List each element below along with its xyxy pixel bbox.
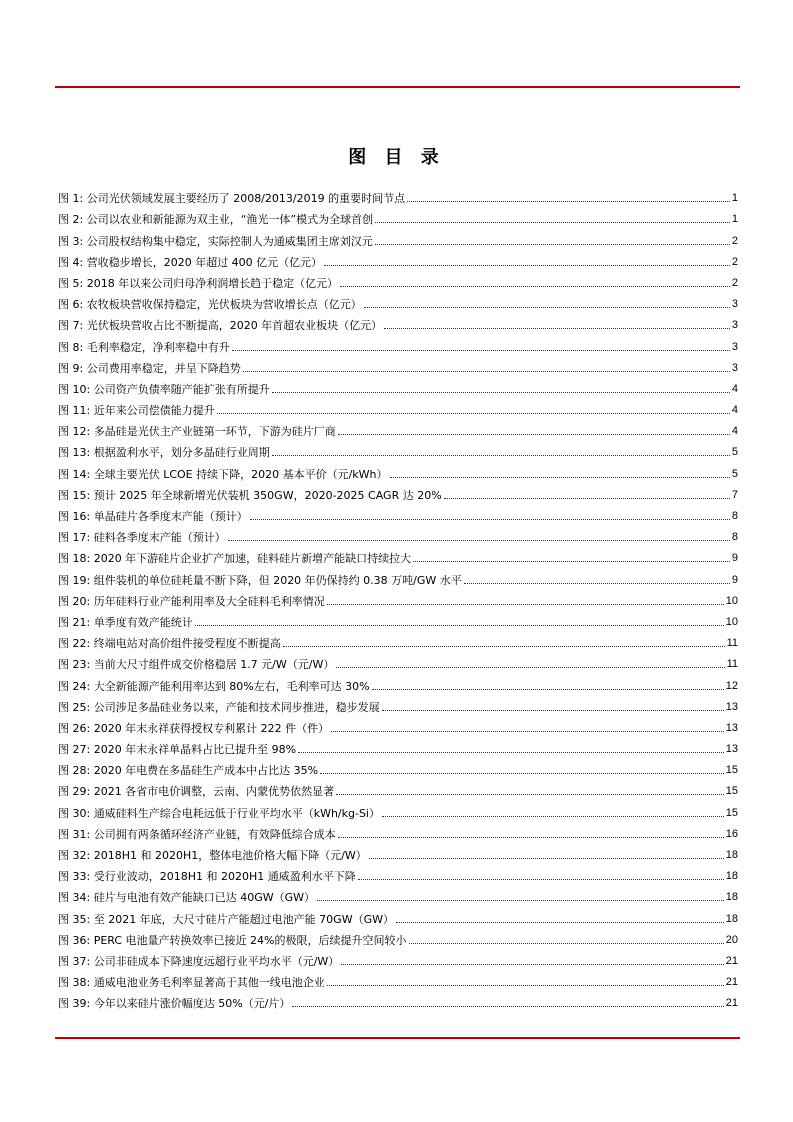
toc-entry-page: 11 — [726, 658, 738, 671]
toc-entry-page: 9 — [731, 573, 738, 586]
dot-leader — [327, 985, 724, 986]
toc-entry[interactable] — [58, 502, 738, 523]
toc-entry[interactable] — [58, 968, 738, 989]
toc-entry-page: 3 — [731, 298, 738, 311]
toc-entry-page: 1 — [731, 192, 738, 205]
dot-leader — [364, 307, 730, 308]
toc-entry[interactable] — [58, 587, 738, 608]
toc-entry[interactable] — [58, 481, 738, 502]
dot-leader — [298, 752, 724, 753]
toc-entry[interactable] — [58, 608, 738, 629]
toc-entry[interactable] — [58, 862, 738, 883]
toc-entry-label: 图 8: 毛利率稳定，净利率稳中有升 — [58, 340, 230, 354]
dot-leader — [358, 879, 724, 880]
toc-entry-page: 13 — [725, 700, 738, 713]
toc-entry[interactable] — [58, 650, 738, 671]
toc-entry[interactable] — [58, 926, 738, 947]
toc-entry-page: 12 — [725, 679, 738, 692]
toc-entry-page: 18 — [725, 870, 738, 883]
toc-entry[interactable] — [58, 417, 738, 438]
dot-leader — [327, 604, 724, 605]
toc-entry-label: 图 17: 硅料各季度末产能（预计） — [58, 531, 226, 545]
dot-leader — [243, 371, 730, 372]
footer-rule — [55, 1037, 740, 1039]
toc-entry[interactable] — [58, 438, 738, 459]
dot-leader — [338, 837, 724, 838]
toc-entry[interactable] — [58, 523, 738, 544]
dot-leader — [232, 350, 730, 351]
toc-entry-label: 图 38: 通威电池业务毛利率显著高于其他一线电池企业 — [58, 976, 325, 990]
toc-entry-label: 图 14: 全球主要光伏 LCOE 持续下降，2020 基本平价（元/kWh） — [58, 467, 388, 481]
dot-leader — [375, 222, 730, 223]
toc-entry[interactable] — [58, 396, 738, 417]
toc-entry-page: 3 — [731, 319, 738, 332]
toc-entry-page: 4 — [731, 404, 738, 417]
toc-entry-page: 5 — [731, 446, 738, 459]
toc-entry[interactable] — [58, 989, 738, 1010]
toc-entry-page: 3 — [731, 361, 738, 374]
toc-entry[interactable] — [58, 735, 738, 756]
toc-entry[interactable] — [58, 565, 738, 586]
toc-entry-label: 图 27: 2020 年末永祥单晶料占比已提升至 98% — [58, 743, 297, 757]
toc-entry-page: 8 — [731, 510, 738, 522]
toc-entry-page: 2 — [731, 276, 738, 289]
toc-entry[interactable] — [58, 693, 738, 714]
toc-entry-label: 图 29: 2021 各省市电价调整，云南、内蒙优势依然显著 — [58, 785, 335, 799]
toc-entry[interactable] — [58, 375, 738, 396]
toc-entry-page: 5 — [731, 467, 738, 480]
toc-entry-page: 13 — [725, 721, 738, 734]
toc-entry[interactable] — [58, 671, 738, 692]
toc-entry-page: 18 — [725, 912, 738, 925]
toc-entry-page: 8 — [731, 531, 738, 544]
toc-entry-label: 图 16: 单晶硅片各季度末产能（预计） — [58, 510, 248, 523]
toc-entry-label: 图 21: 单季度有效产能统计 — [58, 615, 193, 629]
dot-leader — [464, 583, 730, 584]
toc-entry-page: 15 — [725, 764, 738, 777]
toc-entry-label: 图 26: 2020 年末永祥获得授权专利累计 222 件（件） — [58, 721, 330, 735]
dot-leader — [340, 286, 730, 287]
dot-leader — [369, 858, 724, 859]
toc-entry-page: 9 — [731, 552, 738, 565]
toc-entry-page: 10 — [725, 594, 738, 607]
dot-leader — [444, 498, 730, 499]
toc-entry-label: 图 2: 公司以农业和新能源为双主业，“渔光一体”模式为全球首创 — [58, 213, 374, 227]
toc-entry[interactable] — [58, 354, 738, 375]
toc-entry[interactable] — [58, 332, 738, 353]
toc-entry-label: 图 3: 公司股权结构集中稳定，实际控制人为通威集团主席刘汉元 — [58, 234, 373, 248]
dot-leader — [324, 265, 730, 266]
toc-entry-label: 图 5: 2018 年以来公司归母净利润增长趋于稳定（亿元） — [58, 276, 339, 290]
toc-entry-page: 4 — [731, 425, 738, 438]
toc-entry-label: 图 10: 公司资产负债率随产能扩张有所提升 — [58, 382, 270, 396]
toc-entry-page: 7 — [731, 488, 738, 501]
toc-entry[interactable] — [58, 820, 738, 841]
toc-entry-label: 图 30: 通威硅料生产综合电耗远低于行业平均水平（kWh/kg-Si） — [58, 806, 380, 820]
toc-entry-page: 1 — [731, 213, 738, 226]
toc-entry-label: 图 19: 组件装机的单位硅耗量不断下降，但 2020 年仍保持约 0.38 万吨/GW 水平 — [58, 573, 462, 587]
toc-entry[interactable] — [58, 883, 738, 904]
toc-entry[interactable] — [58, 947, 738, 968]
dot-leader — [407, 201, 730, 202]
dot-leader — [336, 794, 724, 795]
toc-entry-page: 20 — [725, 933, 738, 946]
toc-entry-page: 15 — [725, 806, 738, 819]
toc-entry-label: 图 12: 多晶硅是光伏主产业链第一环节，下游为硅片厂商 — [58, 425, 336, 439]
toc-entry-page: 10 — [725, 615, 738, 628]
toc-entry-label: 图 36: PERC 电池量产转换效率已接近 24%的极限，后续提升空间较小 — [58, 933, 407, 947]
dot-leader — [317, 900, 724, 901]
toc-entry-label: 图 18: 2020 年下游硅片企业扩产加速，硅料硅片新增产能缺口持续拉大 — [58, 552, 412, 566]
dot-leader — [320, 773, 724, 774]
dot-leader — [413, 561, 730, 562]
toc-entry-page: 18 — [725, 891, 738, 904]
toc-entry-label: 图 25: 公司涉足多晶硅业务以来，产能和技术同步推进，稳步发展 — [58, 700, 380, 714]
toc-entry-label: 图 24: 大全新能源产能利用率达到 80%左右，毛利率可达 30% — [58, 679, 370, 693]
toc-entry-label: 图 1: 公司光伏领域发展主要经历了 2008/2013/2019 的重要时间节点 — [58, 192, 406, 206]
dot-leader — [382, 710, 724, 711]
dot-leader — [396, 922, 724, 923]
dot-leader — [272, 392, 730, 393]
toc-entry-page: 21 — [725, 954, 738, 967]
toc-entry[interactable] — [58, 269, 738, 290]
dot-leader — [228, 540, 730, 541]
toc-entry-label: 图 11: 近年来公司偿债能力提升 — [58, 404, 215, 418]
dot-leader — [195, 625, 724, 626]
dot-leader — [341, 964, 723, 965]
dot-leader — [272, 455, 730, 456]
dot-leader — [390, 477, 730, 478]
toc-entry[interactable] — [58, 311, 738, 332]
toc-entry[interactable] — [58, 629, 738, 650]
toc-entry-page: 21 — [725, 997, 738, 1010]
toc-entry[interactable] — [58, 184, 738, 205]
toc-entry-label: 图 9: 公司费用率稳定，并呈下降趋势 — [58, 361, 241, 375]
toc-entry[interactable] — [58, 290, 738, 311]
toc-entry-label: 图 22: 终端电站对高价组件接受程度不断提高 — [58, 637, 281, 651]
toc-entry[interactable] — [58, 544, 738, 565]
toc-entry-label: 图 33: 受行业波动，2018H1 和 2020H1 通威盈利水平下降 — [58, 870, 356, 884]
dot-leader — [384, 328, 730, 329]
toc-entry-label: 图 35: 至 2021 年底，大尺寸硅片产能超过电池产能 70GW（GW） — [58, 912, 394, 926]
toc-entry-page: 18 — [725, 849, 738, 861]
toc-entry[interactable] — [58, 205, 738, 226]
toc-entry[interactable] — [58, 841, 738, 862]
dot-leader — [250, 519, 730, 520]
toc-entry-page: 13 — [725, 743, 738, 756]
toc-entry-label: 图 23: 当前大尺寸组件成交价格稳居 1.7 元/W（元/W） — [58, 658, 335, 672]
toc-entry[interactable] — [58, 459, 738, 480]
toc-entry-label: 图 7: 光伏板块营收占比不断提高，2020 年首超农业板块（亿元） — [58, 319, 383, 333]
toc-entry[interactable] — [58, 904, 738, 925]
toc-entry-page: 11 — [726, 637, 738, 650]
header-rule — [55, 86, 740, 88]
dot-leader — [331, 731, 724, 732]
dot-leader — [217, 413, 730, 414]
dot-leader — [336, 667, 724, 668]
toc-entry[interactable] — [58, 756, 738, 777]
toc-entry-page: 21 — [725, 976, 738, 989]
toc-entry-label: 图 32: 2018H1 和 2020H1，整体电池价格大幅下降（元/W） — [58, 849, 367, 862]
toc-entry[interactable] — [58, 248, 738, 269]
toc-entry-page: 15 — [725, 785, 738, 798]
toc-entry-label: 图 15: 预计 2025 年全球新增光伏装机 350GW，2020-2025 CAGR 达 20% — [58, 488, 442, 502]
toc-entry-label: 图 20: 历年硅料行业产能利用率及大全硅料毛利率情况 — [58, 594, 325, 608]
dot-leader — [375, 244, 730, 245]
toc-entry[interactable] — [58, 226, 738, 247]
toc-entry[interactable] — [58, 798, 738, 819]
toc-entry-label: 图 6: 农牧板块营收保持稳定，光伏板块为营收增长点（亿元） — [58, 298, 362, 312]
toc-entry-page: 16 — [725, 827, 738, 840]
toc-entry-page: 3 — [731, 340, 738, 353]
toc-entry-label: 图 28: 2020 年电费在多晶硅生产成本中占比达 35% — [58, 764, 319, 778]
dot-leader — [338, 434, 730, 435]
dot-leader — [409, 943, 724, 944]
toc-entry-page: 2 — [731, 255, 738, 268]
toc-entry-page: 2 — [731, 234, 738, 247]
toc-entry[interactable] — [58, 777, 738, 798]
toc-entry-page: 4 — [731, 382, 738, 395]
toc-entry-label: 图 39: 今年以来硅片涨价幅度达 50%（元/片） — [58, 997, 291, 1011]
toc-entry-label: 图 31: 公司拥有两条循环经济产业链，有效降低综合成本 — [58, 827, 336, 841]
dot-leader — [292, 1006, 723, 1007]
page-title: 图 目 录 — [348, 147, 445, 168]
toc-entry-label: 图 13: 根据盈利水平，划分多晶硅行业周期 — [58, 446, 270, 460]
dot-leader — [283, 646, 725, 647]
dot-leader — [382, 816, 724, 817]
toc-entry-label: 图 4: 营收稳步增长，2020 年超过 400 亿元（亿元） — [58, 255, 323, 269]
figure-list — [58, 184, 738, 1010]
toc-entry-label: 图 34: 硅片与电池有效产能缺口已达 40GW（GW） — [58, 891, 315, 905]
toc-entry-label: 图 37: 公司非硅成本下降速度远超行业平均水平（元/W） — [58, 954, 340, 968]
toc-entry[interactable] — [58, 714, 738, 735]
dot-leader — [372, 689, 724, 690]
